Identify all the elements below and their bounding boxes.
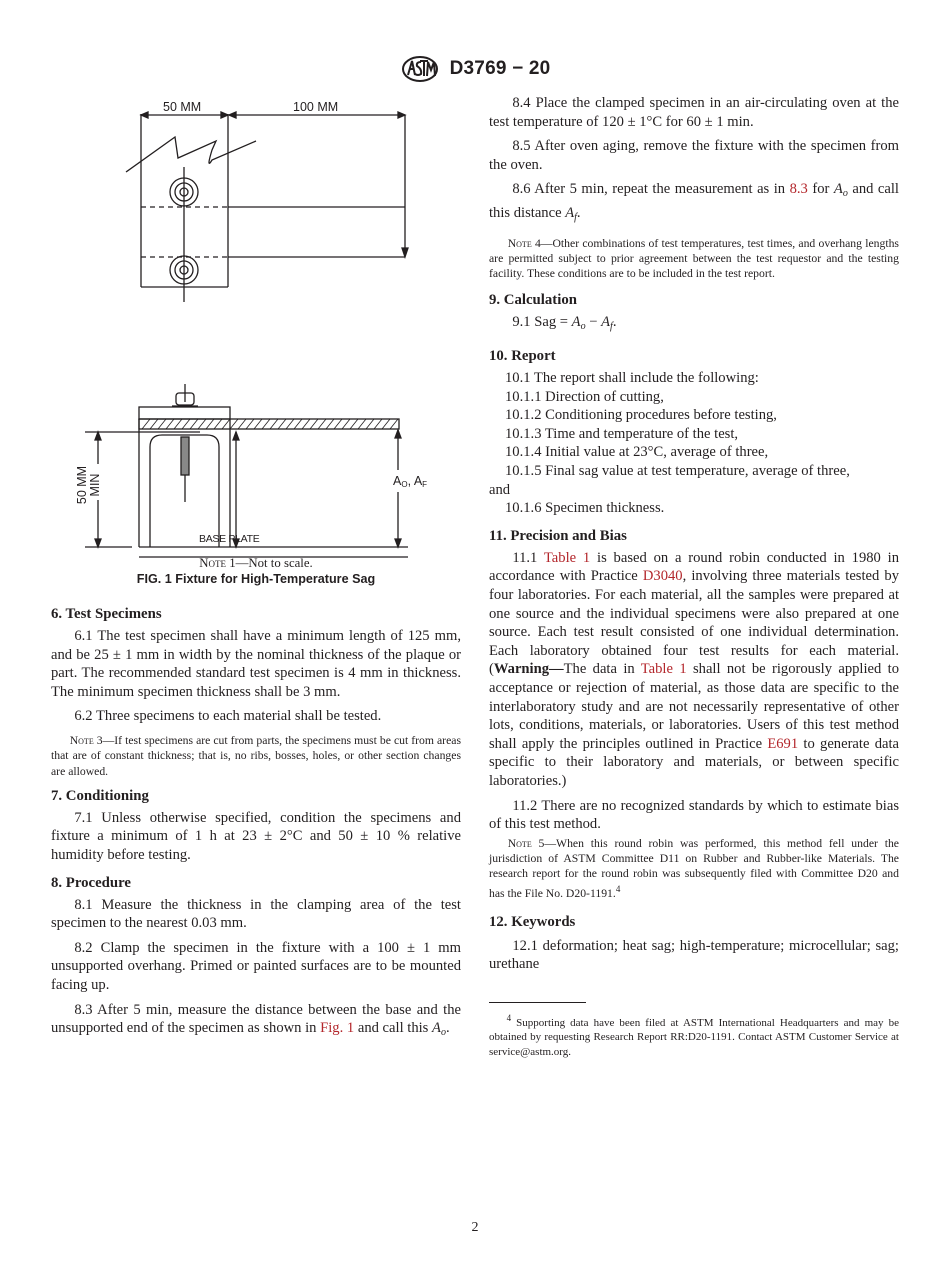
dim-line2: MIN [88,473,102,497]
text: 9.1 Sag = [512,314,572,331]
figure-note [51,556,461,571]
note-text: 4—Other combinations of test temperatures, test times, and overhang lengths are permitted subject to prior agreement between the test requestor and the testing facility. These conditions are to be included in the test report. [489,236,899,281]
var-sub: o [842,188,848,200]
text: and call this [354,1020,433,1037]
var: A [571,314,581,331]
para-8-3 [51,1001,461,1043]
footnote-text: Supporting data have been filed at ASTM International Headquarters and may be obtained by requesting Research Report RR:D20-1191. Contact ASTM Customer Service at service@astm.org. [489,1017,899,1058]
text: The data in [563,661,641,678]
para-8-1: 8.1 Measure the thickness in the clamping area of the test specimen to the nearest 0.03 mm. [51,896,461,932]
section-9-heading: 9. Calculation [489,292,577,309]
var: A [565,204,575,221]
para-11-2: 11.2 There are no recognized standards by which to estimate bias of this test method. [489,797,899,833]
ao-af-label: AO, AF [393,474,428,489]
text: , involving three materials tested by four laboratories. For each material, all the samples were prepared at one source and the individual specimens were also prepared at one source. Each test result consisted of one individual determination. Each laboratory obtained four test results for each material. ( [489,568,899,678]
report-list [489,369,899,518]
list-item: 10.1.2 Conditioning procedures before testing, [505,407,777,424]
note-prefix: Note [69,733,94,747]
note-prefix: Note [507,836,532,850]
text: 11.1 [512,549,544,566]
note-text: 3—If test specimens are cut from parts, the specimens must be cut from areas that are of constant thickness; that is, no ribs, bosses, holes, or other section changes are allowed. [51,733,461,778]
para-6-1: 6.1 The test specimen shall have a minimum length of 125 mm, and be 25 ± 1 mm in width by the nominal thickness of the plaque or part. The recommended standard test specimen is 4 mm in thickness. The minimum specimen thickness shall be 3 mm. [51,628,461,700]
para-8-4: 8.4 Place the clamped specimen in an air-circulating oven at the test temperature of 120 ± 1°C for 60 ± 1 min. [489,95,899,130]
var-sub: o [580,321,586,333]
warning-label: Warning— [493,661,564,678]
dim-line1: 50 MM [75,465,89,505]
page-number: 2 [471,1220,479,1235]
dim-50mm-min-label [76,450,102,520]
para-7-1: 7.1 Unless otherwise specified, condition the specimens and fixture a minimum of 1 h at 23 ± 2°C and 50 ± 10 % relative humidity before testing. [51,809,461,864]
note-5 [489,836,899,901]
text: 8.6 After 5 min, repeat the measurement as in [512,181,790,198]
table-1-link[interactable]: Table 1 [640,661,687,678]
footnote-4 [489,1011,899,1059]
figure-caption: FIG. 1 Fixture for High-Temperature Sag [136,572,376,586]
note-3 [51,733,461,779]
para-11-1 [489,549,899,791]
var: A [432,1020,441,1037]
note-text: 5—When this round robin was performed, this method fell under the jurisdiction of ASTM Committee D11 on Rubber and Rubber-like Materials. The research report for the round robin was subsequently filed with Committee D20 and has the File No. D20-1191. [489,836,899,900]
text: is based on a round robin conducted in 1980 in accordance with Practice [489,549,899,585]
list-item: and [489,481,511,498]
dim-50mm-label: 50 MM [163,100,202,114]
section-6-heading: 6. Test Specimens [51,606,162,622]
list-item: 10.1.4 Initial value at 23°C, average of three, [505,444,769,461]
list-item: 10.1 The report shall include the following: [505,370,759,387]
section-10-heading: 10. Report [489,348,556,365]
base-plate-label: BASE PLATE [199,533,260,545]
text: − [585,314,602,331]
section-11-heading: 11. Precision and Bias [489,527,627,544]
text: . [445,1020,450,1037]
note-prefix: Note [199,556,227,570]
note-4 [489,236,899,282]
text: for [807,181,834,198]
section-8-heading: 8. Procedure [51,874,131,891]
para-12-1: 12.1 deformation; heat sag; high-temperature; microcellular; sag; urethane [489,937,899,973]
e691-link[interactable]: E691 [767,735,799,752]
var: A [833,181,843,198]
fixture-diagram [60,92,460,562]
text: shall not be rigorously applied to acceptance or rejection of material, as those data are specific to the interlaboratory study and are not necessarily representative of other lots, conditions, materials, or laboratories. Users of this test method shall apply the principles outlined in Practice [489,661,899,752]
fig-1-link[interactable]: Fig. 1 [320,1020,355,1037]
astm-logo-icon [400,55,440,83]
text: 8.3 After 5 min, measure the distance between the base and the unsupported end of the specimen as shown in [51,1001,461,1037]
text: . [576,204,581,221]
text: to generate data specific to their laboratory and materials, or between specific laboratories.) [489,735,900,789]
para-8-2: 8.2 Clamp the specimen in the fixture with a 100 ± 1 mm unsupported overhang. Primed or painted surfaces are to be mounted facing up. [51,939,461,994]
list-item: 10.1.6 Specimen thickness. [505,500,665,517]
section-8-3-link[interactable]: 8.3 [789,181,808,198]
list-item: 10.1.5 Final sag value at test temperature, average of three, [505,463,850,480]
text: . [612,314,617,331]
note-text: 1—Not to scale. [226,556,313,570]
var-sub: f [574,211,577,223]
dim-100mm-label: 100 MM [293,100,339,114]
d3040-link[interactable]: D3040 [642,568,683,585]
para-8-5: 8.5 After oven aging, remove the fixture with the specimen from the oven. [489,138,899,173]
var-sub: f [610,321,613,333]
list-item: 10.1.1 Direction of cutting, [505,388,664,405]
page-header [0,55,950,83]
left-column [51,605,461,1043]
var-sub: o [440,1027,446,1039]
section-7-heading: 7. Conditioning [51,787,149,804]
document-code: D3769 − 20 [449,58,551,79]
para-8-6 [489,180,899,227]
footnote-marker: 4 [506,1013,512,1024]
list-item: 10.1.3 Time and temperature of the test, [505,425,739,442]
note-prefix: Note [507,236,532,250]
right-column [489,94,899,1059]
text: and call this distance [489,181,899,221]
para-6-2: 6.2 Three specimens to each material shall be tested. [74,708,382,725]
footnote-divider [489,1002,586,1003]
table-1-link[interactable]: Table 1 [543,549,591,566]
para-9-1 [489,313,899,337]
var: A [601,314,611,331]
footnote-ref[interactable]: 4 [615,883,621,894]
section-12-heading: 12. Keywords [489,913,576,930]
